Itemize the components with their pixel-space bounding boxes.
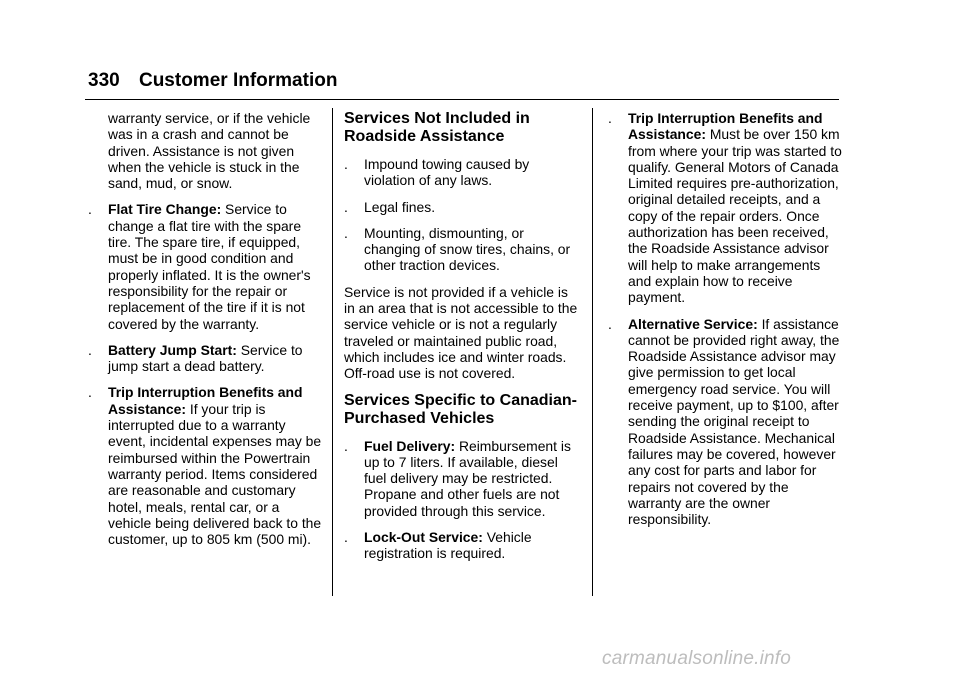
bullet: . xyxy=(344,224,348,241)
bullet: . xyxy=(344,156,348,172)
item-text: Mounting, dismounting, or changing of snow tires, chains, or other traction devices. xyxy=(364,224,571,274)
item-term: Trip Interruption Benefits and Assistance: xyxy=(108,384,303,417)
column-1 xyxy=(88,110,324,557)
bullet: . xyxy=(608,315,612,332)
bullet: . xyxy=(344,529,348,546)
watermark: carmanualsonline.info xyxy=(602,648,792,669)
item-text: If your trip is interrupted due to a warranty event, incidental expenses may be reimbursed within the Powertrain warranty period. Items considered are reasonable and customary hotel, meals, rental car, or a vehicle being delivered back to the customer, up to 805 km (500 mi). xyxy=(108,400,322,548)
list-item xyxy=(608,316,844,528)
item-term: Trip Interruption Benefits and Assistance: xyxy=(628,110,823,143)
section-heading: Services Not Included in Roadside Assistance xyxy=(344,110,530,145)
body-paragraph: Service is not provided if a vehicle is in an area that is not accessible to the service vehicle or is not a regularly traveled or maintained public road, which includes ice and winter roads. Off-road use is not covered. xyxy=(344,283,578,382)
item-term: Battery Jump Start: xyxy=(108,341,237,358)
item-text: If assistance cannot be provided right away, the Roadside Assistance advisor may give permission to get local emergency road service. You will receive payment, up to $100, after sending the original receipt to Roadside Assistance. Mechanical failures may be covered, however any cost for parts and labor for repairs not covered by the warranty are the owner responsibility. xyxy=(628,315,840,528)
item-term: Flat Tire Change: xyxy=(108,201,222,218)
item-text: Impound towing caused by violation of any laws. xyxy=(364,156,530,189)
list-item xyxy=(88,201,324,331)
list-item xyxy=(608,110,844,306)
list-item xyxy=(344,199,578,215)
bullet: . xyxy=(88,341,92,358)
section-title: Customer Information xyxy=(138,70,338,91)
intro-paragraph: warranty service, or if the vehicle was in a crash and cannot be driven. Assistance is not given when the vehicle is stuck in the sand, mud, or snow. xyxy=(108,110,311,192)
header-rule xyxy=(85,99,839,100)
list-item xyxy=(344,529,578,562)
item-term: Alternative Service: xyxy=(628,315,758,332)
item-text: Legal fines. xyxy=(364,198,436,215)
item-text: Vehicle registration is required. xyxy=(364,529,532,562)
column-3 xyxy=(608,110,844,537)
list-item xyxy=(344,438,578,519)
bullet: . xyxy=(88,201,92,218)
list-item xyxy=(88,342,324,375)
item-text: Service to change a flat tire with the spare tire. The spare tire, if equipped, must be in good condition and properly inflated. It is the owner's responsibility for the repair or replacement of the tire if it is not covered by the warranty. xyxy=(108,201,311,332)
list-item xyxy=(344,225,578,274)
bullet: . xyxy=(608,110,612,126)
item-term: Fuel Delivery: xyxy=(364,437,456,454)
column-divider xyxy=(332,108,333,596)
page-header xyxy=(88,70,337,92)
bullet: . xyxy=(88,384,92,401)
item-term: Lock-Out Service: xyxy=(364,529,483,546)
column-2 xyxy=(344,110,578,572)
item-text: Must be over 150 km from where your trip was started to qualify. General Motors of Canada Limited requires pre-authorization, original detailed receipts, and a copy of the repair orders. Once authorization has been received, the Roadside Assistance advisor will help to make arrangements and explain how to receive payment. xyxy=(628,126,842,306)
page-number: 330 xyxy=(88,70,120,91)
item-text: Service to jump start a dead battery. xyxy=(108,341,303,375)
item-text: Reimbursement is up to 7 liters. If available, diesel fuel delivery may be restricted. Propane and other fuels are not provided through this service. xyxy=(364,437,571,519)
list-item xyxy=(344,156,578,189)
section-heading: Services Specific to Canadian-Purchased Vehicles xyxy=(344,391,577,427)
bullet: . xyxy=(344,198,348,215)
list-item xyxy=(88,384,324,547)
bullet: . xyxy=(344,437,348,454)
column-divider xyxy=(592,108,593,596)
